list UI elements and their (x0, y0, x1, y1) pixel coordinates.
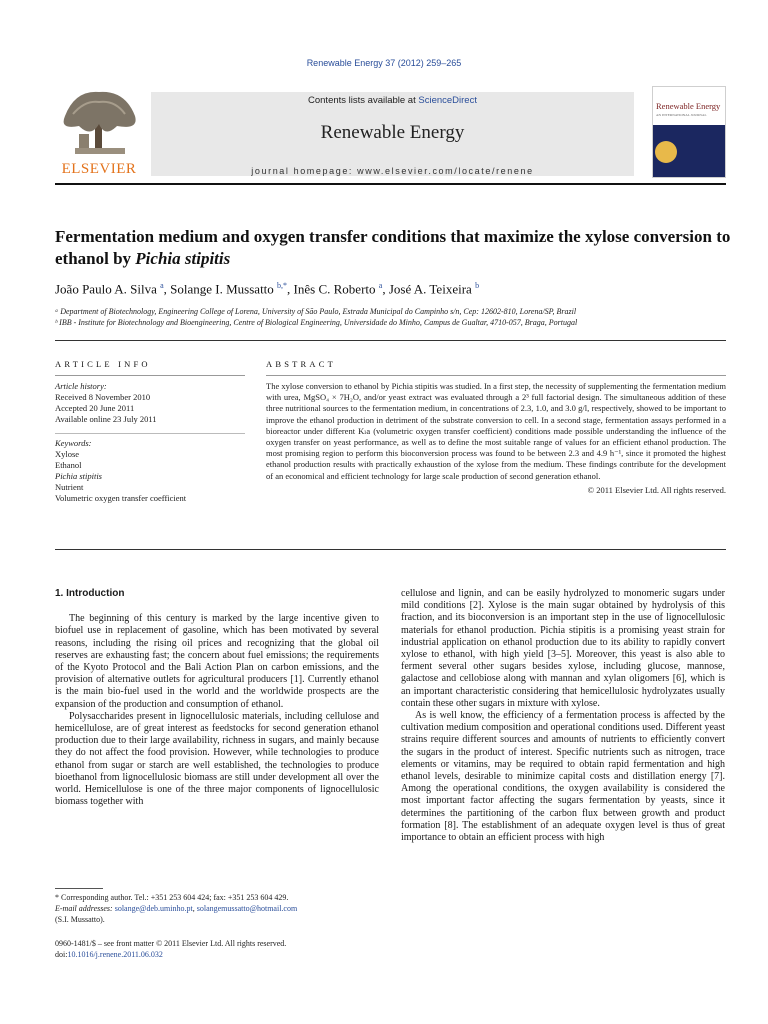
doi-line (55, 949, 385, 960)
affiliation-a: ᵃ Department of Biotechnology, Engineering College of Lorena, University of São Paulo, Estrada Municipal do Campinho s/n, Cep: 12602-810, Lorena/SP, Brazil (55, 307, 577, 316)
article-info-rule (55, 375, 245, 376)
body-paragraph: cellulose and lignin, and can be easily hydrolyzed to monomeric sugars under mild conditions [2]. Xylose is the main sugar obtained by hydrolysis of this fraction, and its bioconversion is an important step in the use of lignocellulosic materials for ethanol production. Pichia stipitis is a promising yeast strain for industrial application on ethanol production due to its ability to rapidly convert xylose to ethanol, with high yield [3–5]. Moreover, this yeast is also able to ferment several other sugars besides xylose, including glucose, mannose, galactose and cellobiose along with mannan and xylan oligomers [6], which is an important characteristic considering that hemicellulosic hydrolyzates usually contain these other sugars in mixture with xylose. (401, 588, 725, 709)
title-main: Fermentation medium and oxygen transfer conditions that maximize the xylose conversion to ethanol by (55, 227, 731, 268)
body-paragraph: The beginning of this century is marked by the large incentive given to biofuel use in replacement of gasoline, which has been motivated by several reasons, including the rising oil prices and recognizing that the global oil reserves are exhausting fast; the concern about fuel emissions; the requirements of the Kyoto Protocol and the Bali Action Plan on carbon emissions, and the provision of alternative outlets for agricultural producers [1]. Currently ethanol is the main bio-fuel used in the world and the worldwide prospects are the expansion of the production and consumption of ethanol. (55, 613, 379, 710)
elsevier-logo[interactable] (55, 86, 143, 178)
email-link[interactable]: solange@deb.uminho.pt (114, 904, 193, 913)
doi-prefix: doi: (55, 950, 68, 959)
keyword: Pichia stipitis (55, 471, 102, 481)
issn-line: 0960-1481/$ – see front matter © 2011 Elsevier Ltd. All rights reserved. (55, 939, 287, 948)
journal-cover-thumbnail[interactable] (652, 86, 726, 178)
email-owner: (S.I. Mussatto). (55, 915, 105, 924)
body-paragraph: Polysaccharides present in lignocellulosic materials, including cellulose and hemicellulose, are of great interest as feedstocks for second generation ethanol production due to their large availability, richness in sugars, and mainly because they do not affect the food provision. However, while technologies to produce ethanol from sugar or starch are well established, the technologies to produce bioethanol from lignocellulosic biomass are still under development all over the world. Hemicellulose is one of the three major components of lignocellulosic biomass together with (55, 710, 379, 808)
abstract-text: The xylose conversion to ethanol by Pichia stipitis was studied. In a first step, the necessity of supplementing the fermentation medium with urea, MgSO₄ × 7H₂O, and/or yeast extract was evaluated through a 2³ full factorial design. The simultaneous addition of these three nutritional sources to the fermentation medium, in concentrations of 2.3, 1.0, and 3.0 g/l, respectively, showed to be important to improve the ethanol production in detriment of the substrate conversion to cell. In a second stage, fermentation assays performed in a bioreactor under different Kₗa (volumetric oxygen transfer coefficient) conditions made possible understanding the influence of the oxygen transfer on yeast performance, as well as to define the most suitable range of values for an efficient ethanol production. The most promising region to perform this bioconversion process was found to be between 2.3 and 4.9 h⁻¹, since it promoted the highest ethanol production results with practically exhaustion of the xylose from the medium. These findings contribute for the development of an economical and efficient technology for large scale production of second generation ethanol. (266, 381, 726, 481)
footnote-contact: * Corresponding author. Tel.: +351 253 604 424; fax: +351 253 604 429. (55, 893, 289, 902)
masthead (55, 84, 726, 181)
sciencedirect-link[interactable]: ScienceDirect (418, 95, 477, 106)
history-accepted: Accepted 20 June 2011 (55, 403, 135, 413)
header-divider (55, 183, 726, 185)
footnote-rule (55, 888, 103, 889)
keyword: Xylose (55, 449, 80, 459)
journal-homepage[interactable]: journal homepage: www.elsevier.com/locate/renene (251, 166, 534, 176)
keyword: Volumetric oxygen transfer coefficient (55, 493, 187, 503)
author-name: Solange I. Mussatto (170, 281, 274, 297)
history-label: Article history: (55, 381, 107, 391)
author-affiliation-mark[interactable]: a (378, 281, 383, 290)
abstract-rule (266, 375, 726, 376)
keywords-divider (55, 433, 245, 434)
body-column-left (55, 588, 379, 808)
article-info-heading: ARTICLE INFO (55, 359, 151, 369)
doi-link[interactable]: 10.1016/j.renene.2011.06.032 (67, 950, 163, 959)
history-online: Available online 23 July 2011 (55, 414, 157, 424)
abstract-heading: ABSTRACT (266, 359, 336, 369)
author-affiliation-mark[interactable]: b (475, 281, 480, 290)
tree-icon (55, 86, 143, 158)
email-separator: , (192, 904, 197, 913)
footnote-emails (55, 903, 385, 914)
body-column-right (401, 588, 725, 844)
author-name: José A. Teixeira (388, 281, 472, 297)
author-name: Inês C. Roberto (293, 281, 376, 297)
keyword: Ethanol (55, 460, 82, 470)
abstract (266, 381, 726, 496)
contents-available-line (151, 95, 634, 106)
bottom-metadata (55, 938, 385, 960)
section-divider (55, 340, 726, 341)
journal-header-box (151, 92, 634, 176)
journal-name: Renewable Energy (320, 122, 465, 143)
affiliations (55, 306, 577, 328)
journal-citation[interactable]: Renewable Energy 37 (2012) 259–265 (306, 58, 462, 68)
author-affiliation-mark[interactable]: b,* (277, 281, 288, 290)
body-paragraph: As is well know, the efficiency of a fermentation process is affected by the cultivation medium composition and operational conditions used. Different yeast strains require different sources and amounts of nutrients to efficiently convert the sugars in the product of interest. Specific nutrients such as nitrogen, trace elements or vitamins, may be required to obtain rapid fermentation and high ethanol levels, desirable to minimize capital costs and distillation energy [7]. Among the operational conditions, the oxygen availability is considered the most important factor affecting the sugars fermentation by yeasts, since it determines the partitioning of the carbon flux between growth and product formation [8]. The establishment of an adequate oxygen level is thus of great importance to obtain an efficient process with high (401, 710, 725, 844)
abstract-copyright: © 2011 Elsevier Ltd. All rights reserved. (587, 484, 726, 495)
contents-prefix: Contents lists available at (308, 95, 419, 106)
section-heading-introduction: 1. Introduction (55, 588, 125, 599)
keywords-label: Keywords: (55, 438, 92, 448)
keyword: Nutrient (55, 482, 84, 492)
author-affiliation-mark[interactable]: a (160, 281, 164, 290)
section-divider (55, 549, 726, 550)
publisher-wordmark: ELSEVIER (61, 161, 137, 177)
history-received: Received 8 November 2010 (55, 392, 151, 402)
cover-title: Renewable Energy (656, 101, 721, 111)
affiliation-b: ᵇ IBB - Institute for Biotechnology and Bioengineering, Centre of Biological Engineering, Universidade do Minho, Campus de Gualtar, 4710-057, Braga, Portugal (55, 318, 578, 327)
cover-sun-icon (655, 141, 677, 163)
title-species: Pichia stipitis (135, 249, 231, 268)
article-info-panel (55, 381, 245, 504)
cover-subtitle: AN INTERNATIONAL JOURNAL (656, 113, 707, 117)
corresponding-author-footnote (55, 892, 385, 925)
article-title (55, 226, 735, 270)
author-list: João Paulo A. Silva $^a$, Solange I. Mussatto $^{b,*}$, Inês C. Roberto $^a$, José A. Teixeira $^b$ (55, 281, 480, 297)
email-link[interactable]: solangemussatto@hotmail.com (196, 904, 298, 913)
email-label: E-mail addresses: (55, 904, 115, 913)
author-name: João Paulo A. Silva (55, 281, 157, 297)
